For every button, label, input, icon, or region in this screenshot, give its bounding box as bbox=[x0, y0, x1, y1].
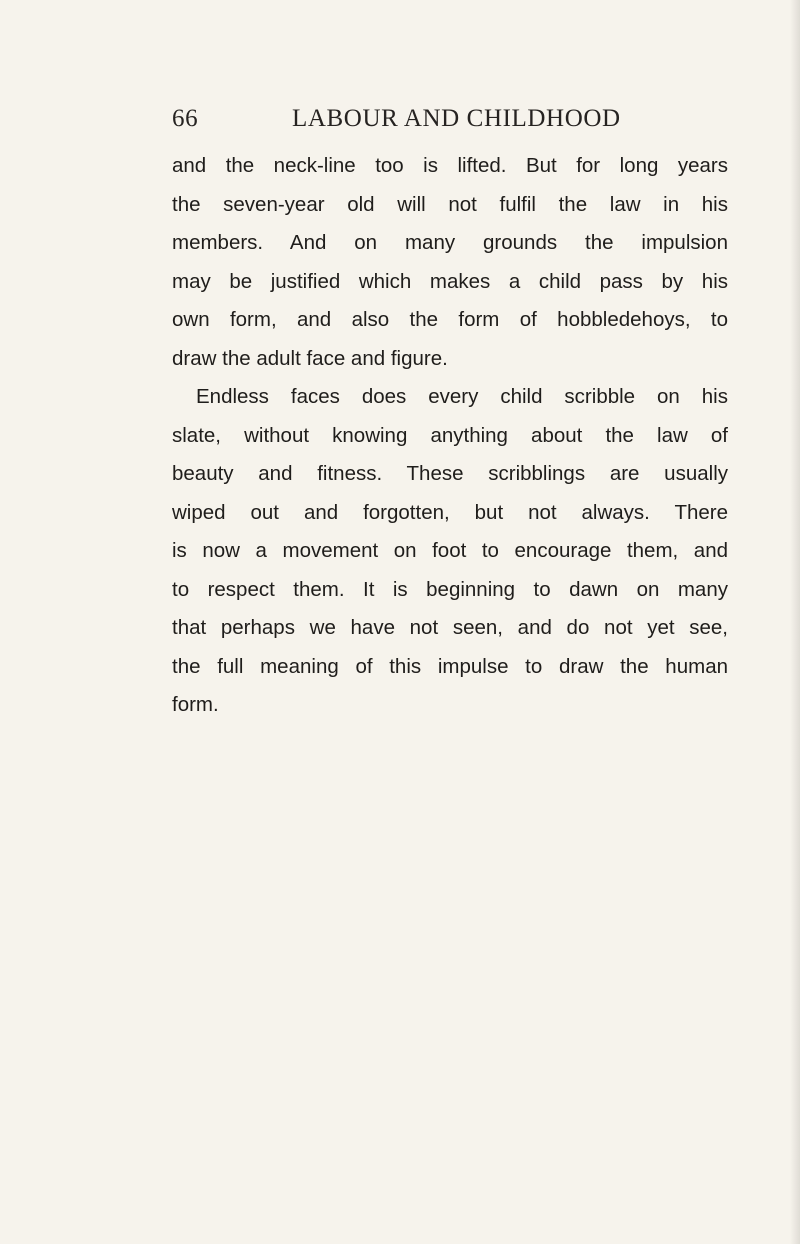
text-line: own form, and also the form of hobbledehoys, to bbox=[172, 308, 728, 331]
text-line: members. And on many grounds the impulsion bbox=[172, 231, 728, 254]
text-line: Endless faces does every child scribble on his bbox=[196, 385, 728, 408]
text-line: draw the adult face and figure. bbox=[172, 346, 448, 370]
paragraph-2 bbox=[172, 378, 728, 725]
body-text bbox=[172, 147, 728, 725]
running-title: LABOUR AND CHILDHOOD bbox=[292, 105, 621, 132]
page-number: 66 bbox=[172, 105, 199, 132]
text-line: form. bbox=[172, 693, 219, 716]
text-line: and the neck-line too is lifted. But for long years bbox=[172, 154, 728, 177]
text-line: wiped out and forgotten, but not always. There bbox=[172, 500, 728, 524]
text-line: beauty and fitness. These scribblings are usually bbox=[172, 462, 728, 485]
text-line: the seven-year old will not fulfil the law in his bbox=[172, 192, 728, 216]
paragraph-1 bbox=[172, 147, 728, 378]
page-edge-shadow bbox=[790, 0, 800, 1244]
running-head bbox=[172, 102, 728, 136]
text-line: that perhaps we have not seen, and do not yet see, bbox=[172, 616, 728, 639]
text-line: the full meaning of this impulse to draw the human bbox=[172, 654, 728, 678]
text-line: slate, without knowing anything about the law of bbox=[172, 423, 728, 447]
text-line: is now a movement on foot to encourage them, and bbox=[172, 539, 728, 562]
text-line: may be justified which makes a child pass by his bbox=[172, 269, 728, 293]
text-line: to respect them. It is beginning to dawn on many bbox=[172, 577, 728, 601]
